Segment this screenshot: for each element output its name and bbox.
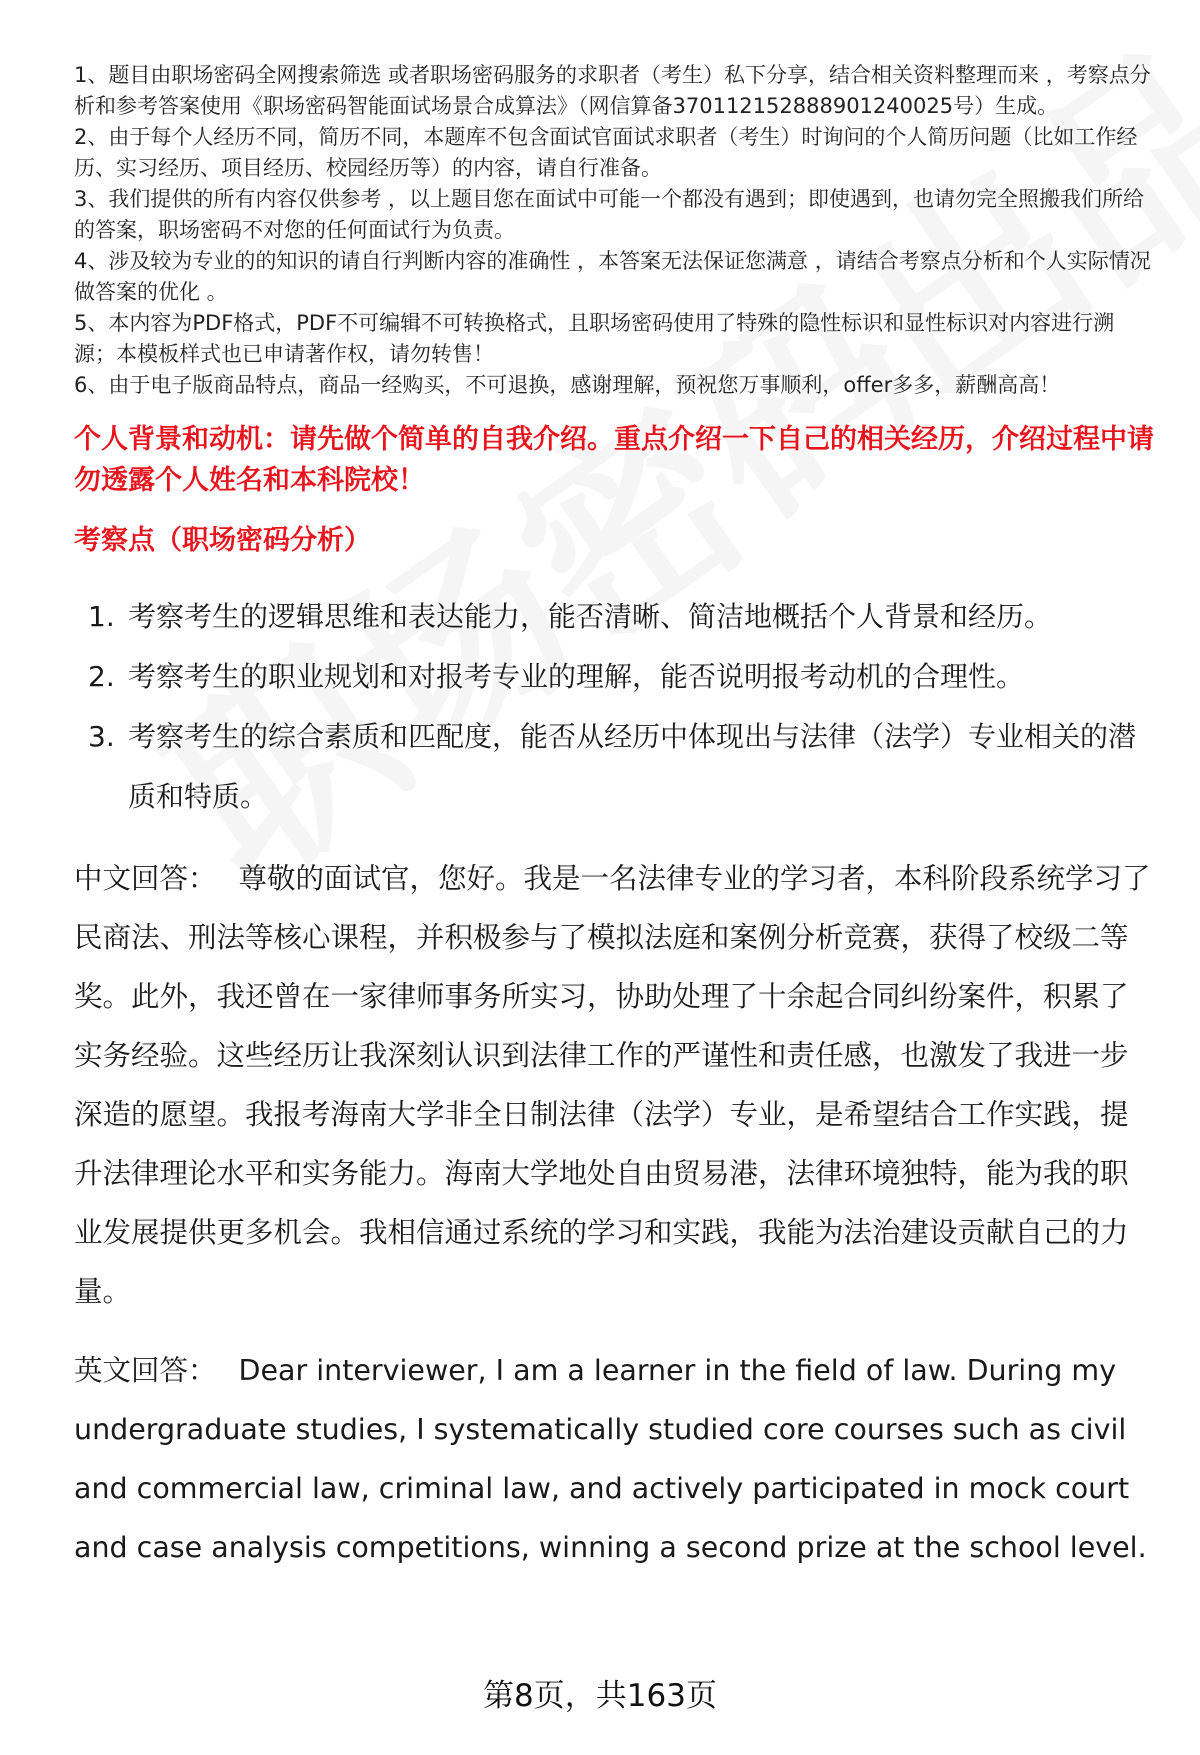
page-footer: 第8页，共163页: [483, 1678, 717, 1714]
analysis-point: [74, 587, 1154, 647]
point-number: 1.: [88, 600, 115, 633]
notice-item: 1、题目由职场密码全网搜索筛选 或者职场密码服务的求职者（考生）私下分享，结合相关资料整理而来 ，考察点分析和参考答案使用《职场密码智能面试场景合成算法》（网信算备370112152888901240025号）生成。: [74, 63, 1151, 118]
english-answer-label: 英文回答：: [74, 1354, 217, 1387]
english-answer: [74, 1341, 1154, 1577]
point-number: 2.: [88, 660, 115, 693]
chinese-answer-label: 中文回答：: [74, 862, 217, 895]
point-text: 考察考生的职业规划和对报考专业的理解，能否说明报考动机的合理性。: [128, 660, 1025, 693]
notice-item: 5、本内容为PDF格式，PDF不可编辑不可转换格式，且职场密码使用了特殊的隐性标识和显性标识对内容进行溯源；本模板样式也已申请著作权，请勿转售！: [74, 311, 1115, 366]
notice-list: [74, 60, 1154, 401]
page-content: [74, 60, 1154, 1577]
analysis-points: [74, 587, 1154, 827]
notice-item: 6、由于电子版商品特点，商品一经购买，不可退换，感谢理解，预祝您万事顺利，offer多多，薪酬高高！: [74, 373, 1061, 397]
interview-question: 个人背景和动机：请先做个简单的自我介绍。重点介绍一下自己的相关经历，介绍过程中请勿透露个人姓名和本科院校！: [74, 424, 1154, 496]
chinese-answer: [74, 849, 1154, 1321]
point-text: 考察考生的综合素质和匹配度，能否从经历中体现出与法律（法学）专业相关的潜质和特质。: [128, 720, 1137, 813]
point-number: 3.: [88, 720, 115, 753]
chinese-answer-text: 尊敬的面试官，您好。我是一名法律专业的学习者，本科阶段系统学习了民商法、刑法等核心课程，并积极参与了模拟法庭和案例分析竞赛，获得了校级二等奖。此外，我还曾在一家律师事务所实习，协助处理了十余起合同纠纷案件，积累了实务经验。这些经历让我深刻认识到法律工作的严谨性和责任感，也激发了我进一步深造的愿望。我报考海南大学非全日制法律（法学）专业，是希望结合工作实践，提升法律理论水平和实务能力。海南大学地处自由贸易港，法律环境独特，能为我的职业发展提供更多机会。我相信通过系统的学习和实践，我能为法治建设贡献自己的力量。: [74, 862, 1151, 1308]
analysis-point: [74, 647, 1154, 707]
analysis-heading: 考察点（职场密码分析）: [74, 525, 371, 556]
point-text: 考察考生的逻辑思维和表达能力，能否清晰、简洁地概括个人背景和经历。: [128, 600, 1053, 633]
analysis-point: [74, 707, 1154, 827]
notice-item: 2、由于每个人经历不同，简历不同，本题库不包含面试官面试求职者（考生）时询问的个人简历问题（比如工作经历、实习经历、项目经历、校园经历等）的内容，请自行准备。: [74, 125, 1138, 180]
english-answer-text: Dear interviewer, I am a learner in the field of law. During my undergraduate studies, I systematically studied core courses such as civil and commercial law, criminal law, and actively participated in mock court and case analysis competitions, winning a second prize at the school level.: [74, 1354, 1147, 1564]
notice-item: 3、我们提供的所有内容仅供参考 ，以上题目您在面试中可能一个都没有遇到；即使遇到，也请勿完全照搬我们所给的答案，职场密码不对您的任何面试行为负责。: [74, 187, 1145, 242]
notice-item: 4、涉及较为专业的的知识的请自行判断内容的准确性 ，本答案无法保证您满意 ，请结合考察点分析和个人实际情况做答案的优化 。: [74, 249, 1151, 304]
